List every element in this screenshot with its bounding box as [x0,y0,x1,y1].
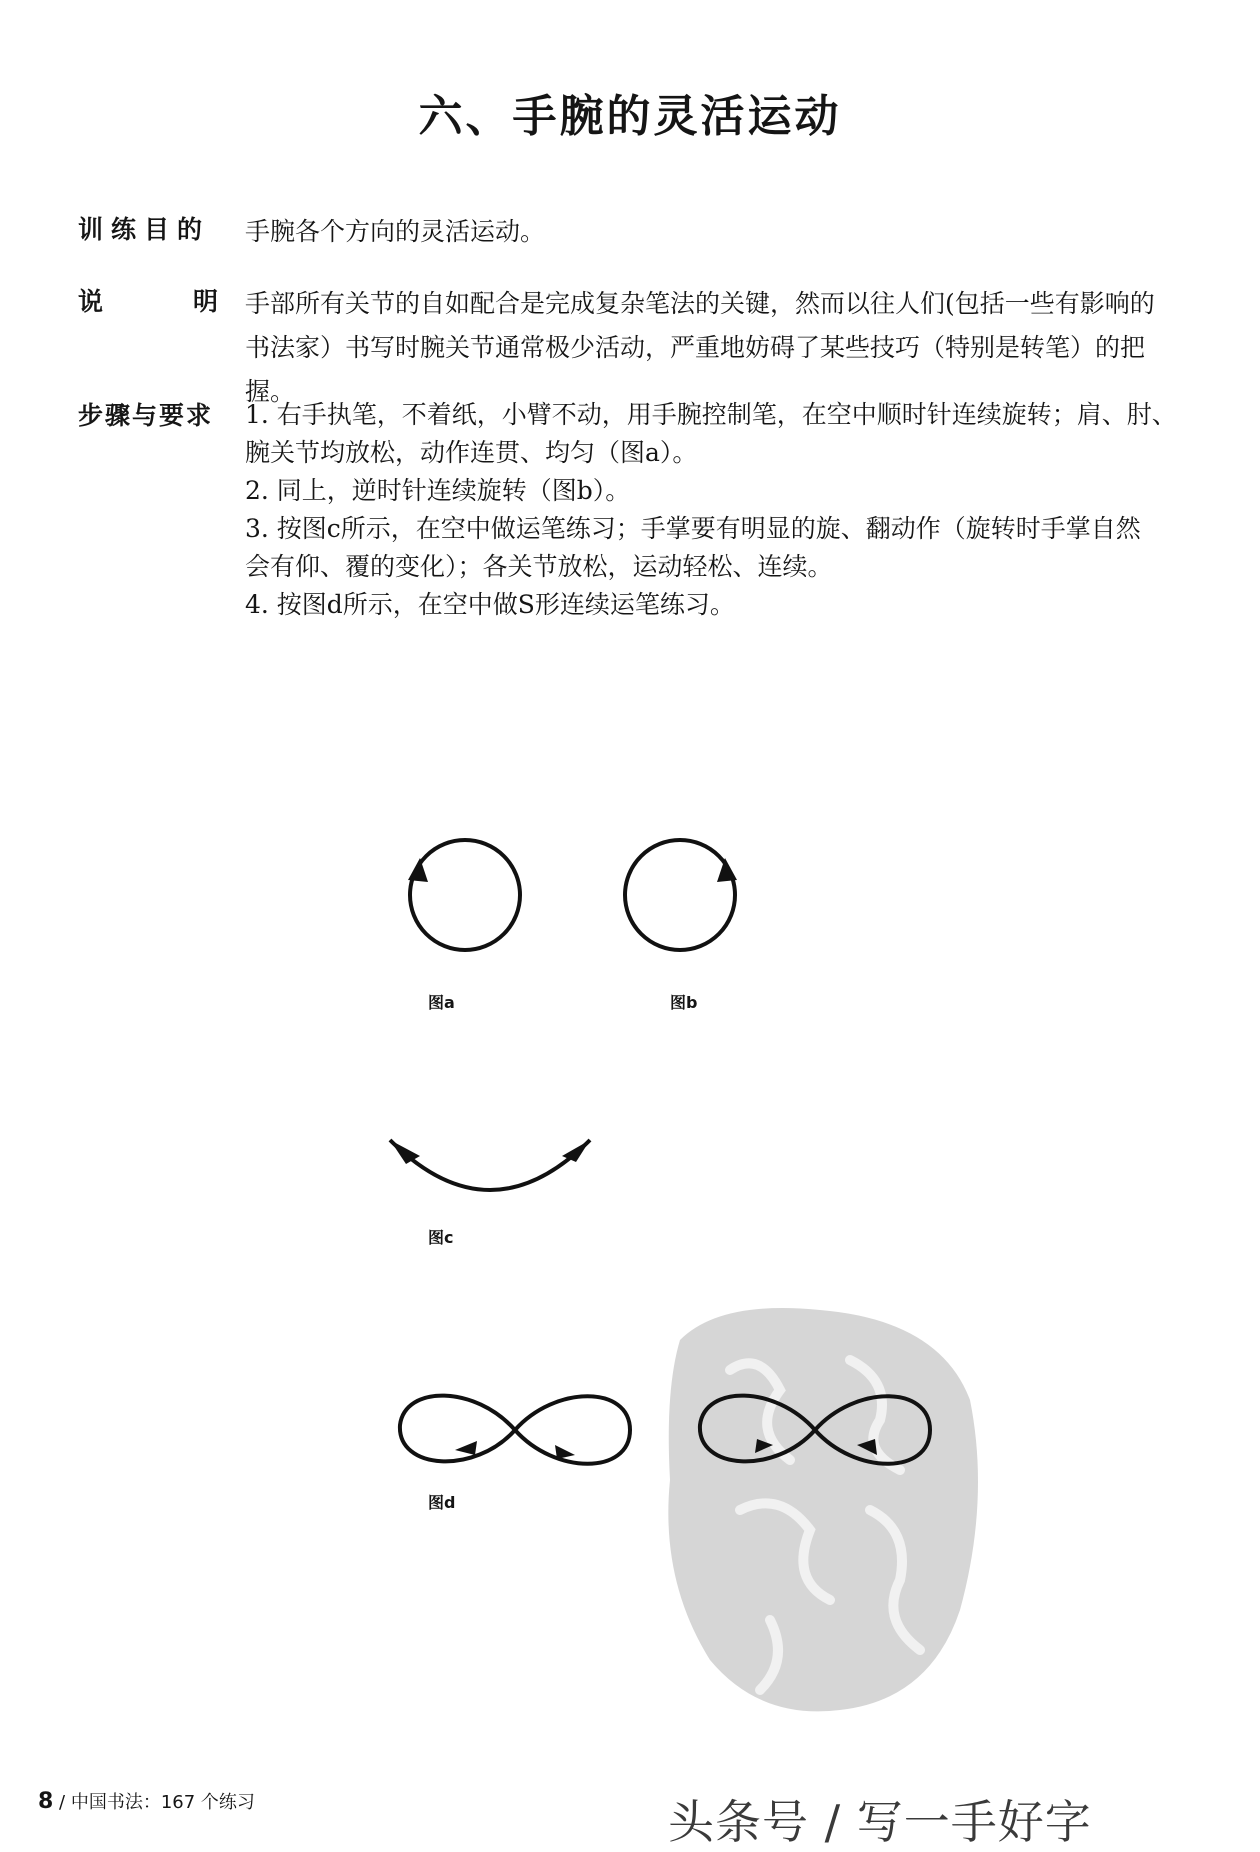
step-line: 会有仰、覆的变化）；各关节放松，运动轻松、连续。 [245,552,833,581]
figure-a-circle [390,820,540,970]
section-goal-label: 训练目的 [78,215,211,244]
arrow-icon [717,858,737,882]
section-goal-text: 手腕各个方向的灵活运动。 [245,217,546,246]
section-explain-label-right: 明 [192,287,218,316]
figure-d-loop-left [385,1375,645,1485]
figure-b-caption: 图b [670,993,698,1012]
page-number: 8 [38,1789,54,1814]
figure-c-caption: 图c [428,1228,454,1247]
section-steps-label: 步骤与要求 [78,401,214,430]
arrow-icon [555,1445,575,1459]
step-line: 4. 按图d所示，在空中做S形连续运笔练习。 [245,590,735,619]
step-line: 3. 按图c所示，在空中做运笔练习；手掌要有明显的旋、翻动作（旋转时手掌自然 [245,514,1141,543]
page-footer [38,1788,255,1814]
arrow-icon [408,858,428,882]
figure-a-caption: 图a [428,993,455,1012]
step-line: 2. 同上，逆时针连续旋转（图b）。 [245,476,631,505]
explain-line: 书法家）书写时腕关节通常极少活动，严重地妨碍了某些技巧（特别是转笔）的把握。 [245,333,1146,406]
page-title: 六、手腕的灵活运动 [418,91,842,142]
section-explain [78,282,1198,406]
section-steps [78,396,1198,636]
figure-d-caption: 图d [428,1493,456,1512]
section-explain-label [78,282,218,318]
figure-c-arc [380,1120,600,1210]
section-explain-text [245,282,1185,414]
step-line: 1. 右手执笔，不着纸，小臂不动，用手腕控制笔，在空中顺时针连续旋转；肩、肘、 [245,400,1177,429]
seal-stamp-icon [640,1280,1000,1720]
section-explain-label-left: 说 [78,287,104,316]
arrow-icon [755,1439,773,1453]
arrow-icon [857,1439,877,1455]
section-steps-list [245,396,1185,624]
explain-line: 手部所有关节的自如配合是完成复杂笔法的关键，然而以往人们(包括一些有影响的 [245,289,1155,318]
book-title: / 中国书法：167 个练习 [59,1792,255,1813]
section-goal [78,210,1198,260]
watermark-text: 头条号 / 写一手好字 [668,1795,1092,1849]
arrow-icon [455,1441,477,1455]
step-line: 腕关节均放松，动作连贯、均匀（图a）。 [245,438,698,467]
figure-d-loop-right [685,1375,945,1485]
figure-b-circle [605,820,755,970]
